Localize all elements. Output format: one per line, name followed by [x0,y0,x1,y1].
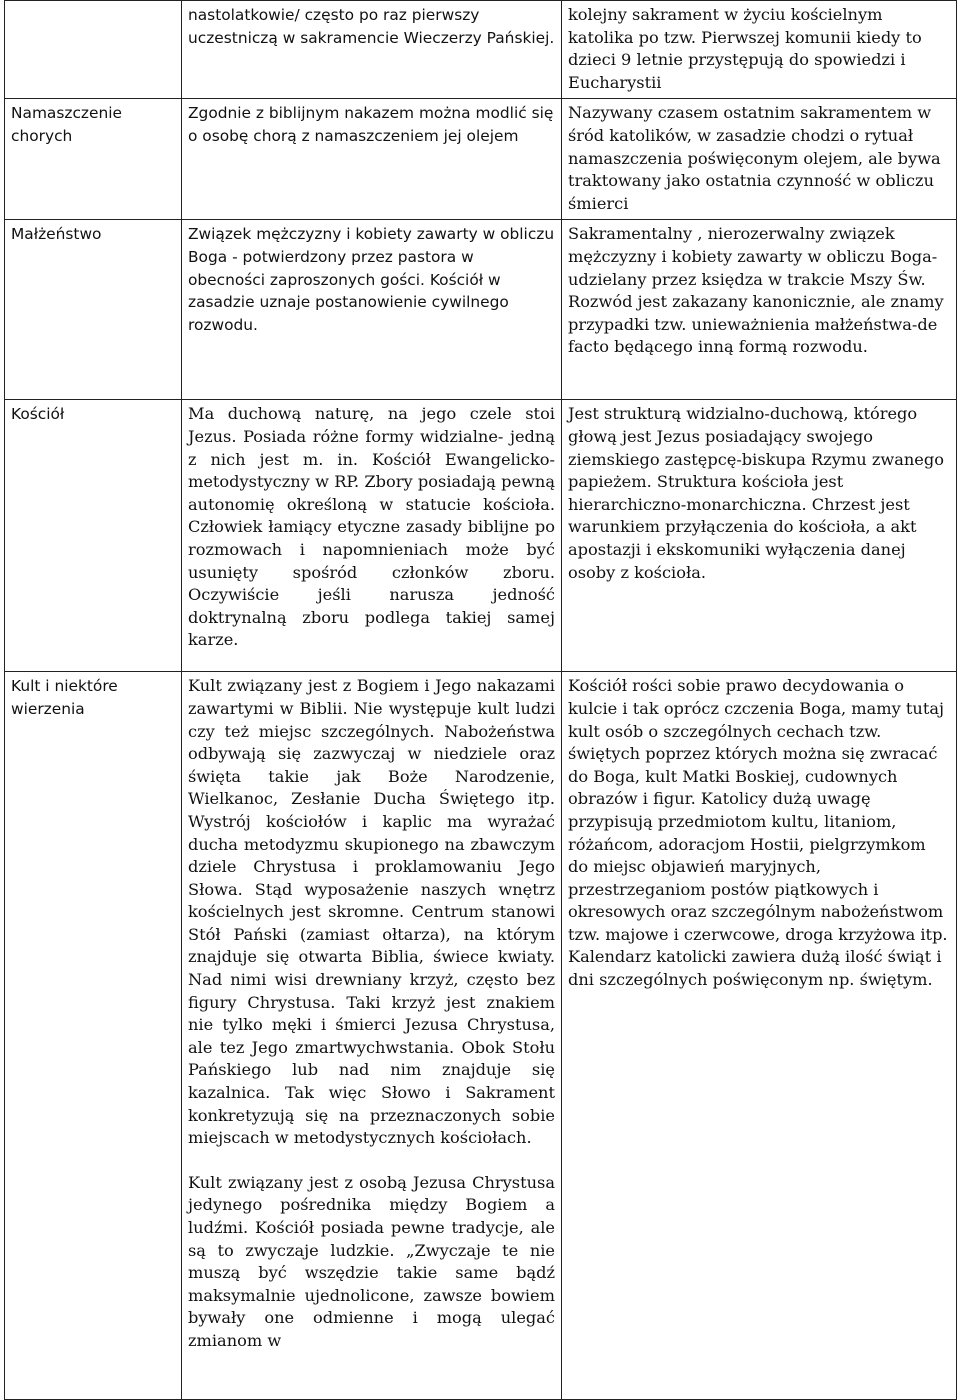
comparison-table [4,0,957,1400]
methodist-cell [182,400,562,672]
methodist-text: Kult związany jest z Bogiem i Jego nakazami zawartymi w Biblii. Nie występuje kult ludzi czy też miejsc szczególnych. Nabożeństwa odbywają się zazwyczaj w niedziele oraz święta takie jak Boże Narodzenie, Wielkanoc, Zesłanie Ducha Świętego itp. Wystrój kościołów i kaplic ma wyrażać ducha metodyzmu skupionego na zbawczym dziele Chrystusa i proklamowaniu Jego Słowa. Stąd wyposażenie naszych wnętrz kościelnych jest skromne. Centrum stanowi Stół Pański (zamiast ołtarza), na którym znajduje się otwarta Biblia, świece kwiaty. Nad nimi wisi drewniany krzyż, często bez figury Chrystusa. Taki krzyż jest znakiem nie tylko męki i śmierci Jezusa Chrystusa, ale tez Jego zmartwychwstania. Obok Stołu Pańskiego lub nad nim znajduje się kazalnica. Tak więc Słowo i Sakrament konkretyzują się na przeznaczonych sobie miejscach w metodystycznych kościołach. [188,676,555,1148]
methodist-cell [182,1,562,99]
row-label: Małżeństwo [11,225,102,244]
table-row [5,99,957,220]
row-label: Namaszczenie chorych [11,104,122,146]
catholic-cell [562,220,957,400]
catholic-text: Jest strukturą widzialno-duchową, którego głową jest Jezus posiadający swojego ziemskiego zastępcę-biskupa Rzymu zwanego papieżem. Struktura kościoła jest hierarchiczno-monarchiczna. Chrzest jest warunkiem przyłączenia do kościoła, a akt apostazji i ekskomuniki wyłączenia danej osoby z kościoła. [568,404,944,582]
methodist-text: Ma duchową naturę, na jego czele stoi Jezus. Posiada różne formy widzialne- jedną z nich jest m. in. Kościół Ewangelicko-metodystyczny w RP. Zbory posiadają pewną autonomię określoną w statucie kościoła. Człowiek łamiący etyczne zasady biblijne po rozmowach i napomnieniach może być usunięty spośród członków zboru. Oczywiście jeśli narusza jedność doktrynalną zboru podlega takiej samej karze. [188,404,555,650]
catholic-text: Kościół rości sobie prawo decydowania o kulcie i tak oprócz czczenia Boga, mamy tutaj kult osób o szczególnych cechach tzw. świętych poprzez których można się zwracać do Boga, kult Matki Boskiej, cudownych obrazów i figur. Katolicy dużą uwagę przypisują przedmiotom kultu, litaniom, różańcom, adoracjom Hostii, pielgrzymkom do miejsc objawień maryjnych, przestrzeganiom postów piątkowych i okresowych oraz szczególnym nabożeństwom tzw. majowe i czerwcowe, droga krzyżowa itp. Kalendarz katolicki zawiera dużą ilość świąt i dni szczególnych poświęconym np. świętym. [568,676,948,990]
methodist-cell [182,672,562,1400]
row-label-cell [5,672,182,1400]
methodist-cell [182,99,562,220]
catholic-text: Rozwód jest zakazany kanonicznie, ale znamy przypadki tzw. unieważnienia małżeństwa-de facto będącego inną formą rozwodu. [568,292,944,357]
row-label-cell [5,1,182,99]
catholic-cell [562,672,957,1400]
row-label: Kult i niektóre wierzenia [11,677,118,719]
catholic-text: kolejny sakrament w życiu kościelnym katolika po tzw. Pierwszej komunii kiedy to dzieci 9 letnie przystępują do spowiedzi i Eucharystii [568,5,922,92]
catholic-cell [562,400,957,672]
table-row [5,400,957,672]
catholic-text: Sakramentalny , nierozerwalny związek mężczyzny i kobiety zawarty w obliczu Boga-udzielany przez księdza w trakcie Mszy Św. [568,224,938,289]
row-label-cell [5,400,182,672]
methodist-text: nastolatkowie/ często po raz pierwszy uczestniczą w sakramencie Wieczerzy Pańskiej. [188,6,555,47]
row-label [5,1,181,7]
row-label-cell [5,220,182,400]
row-label: Kościół [11,405,65,424]
catholic-cell [562,99,957,220]
table-row [5,672,957,1400]
catholic-cell [562,1,957,99]
table-row [5,1,957,99]
methodist-text: Zgodnie z biblijnym nakazem można modlić się o osobę chorą z namaszczeniem jej olejem [188,104,554,145]
methodist-text: Związek mężczyzny i kobiety zawarty w obliczu Boga - potwierdzony przez pastora w obecności zaproszonych gości. Kościół w zasadzie uznaje postanowienie cywilnego rozwodu. [188,225,555,334]
methodist-cell [182,220,562,400]
catholic-text: Nazywany czasem ostatnim sakramentem w śród katolików, w zasadzie chodzi o rytuał namaszczenia poświęconym olejem, ale bywa traktowany jako ostatnia czynność w obliczu śmierci [568,103,941,213]
row-label-cell [5,99,182,220]
methodist-text: Kult związany jest z osobą Jezusa Chrystusa jedynego pośrednika między Bogiem a ludźmi. Kościół posiada pewne tradycje, ale są to zwyczaje ludzkie. „Zwyczaje te nie muszą być wszędzie takie same bądź maksymalnie ujednolicone, zawsze bowiem bywały one odmienne i mogą ulegać zmianom w [188,1172,555,1350]
table-row [5,220,957,400]
